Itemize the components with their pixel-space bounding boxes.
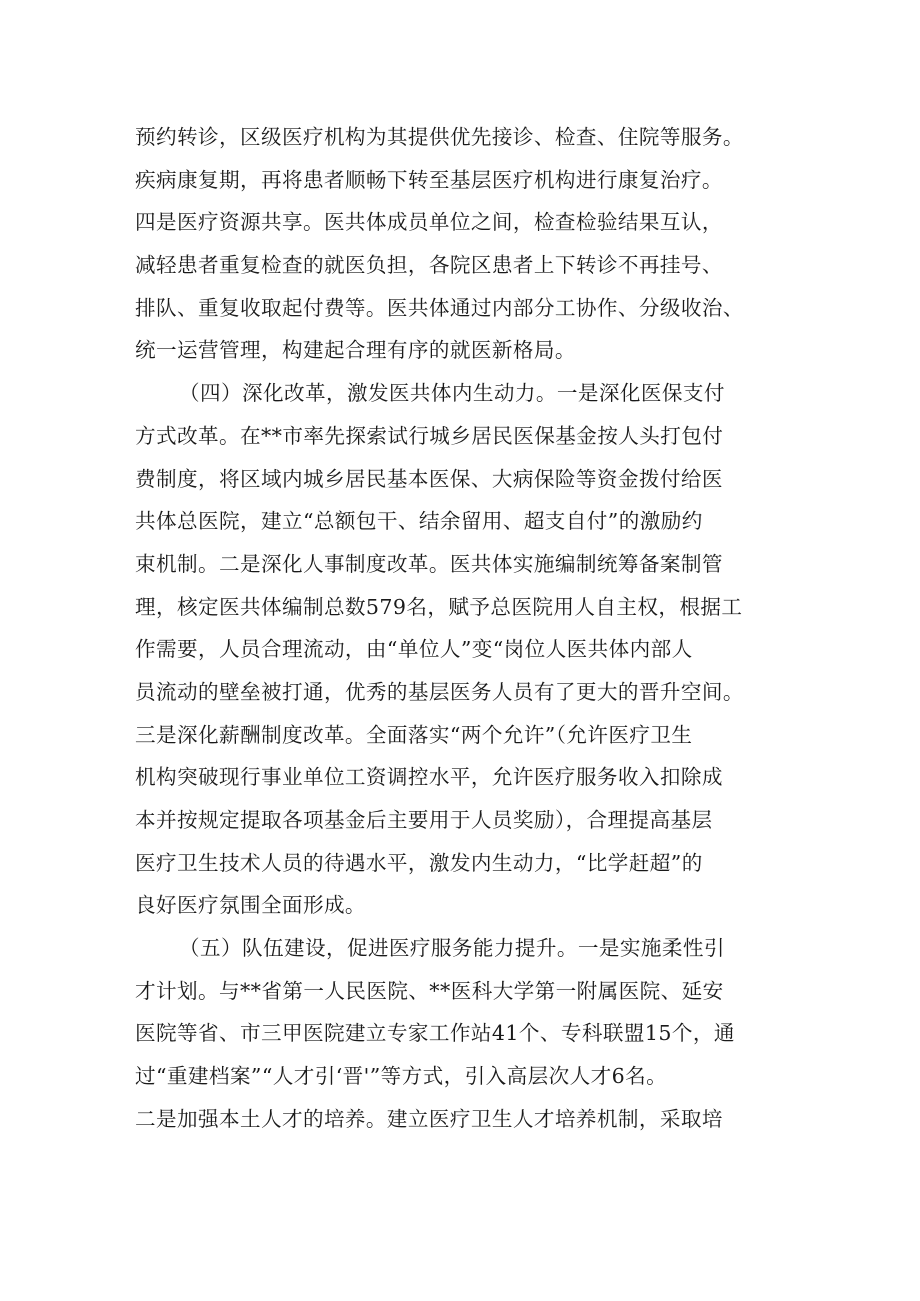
text-line: 本并按规定提取各项基金后主要用于人员奖励），合理提高基层 <box>135 808 713 832</box>
text-line: 才计划。与**省第一人民医院、**医科大学第一附属医院、延安 <box>135 978 724 1003</box>
text-line: 预约转诊，区级医疗机构为其提供优先接诊、检查、住院等服务。 <box>135 125 744 149</box>
text-line: 共体总医院，建立“总额包干、结余留用、超支自付”的激励约 <box>135 509 703 534</box>
text-line: 作需要，人员合理流动，由“单位人”变“岗位人医共体内部人 <box>135 637 693 662</box>
text-line: 医院等省、市三甲医院建立专家工作站41个、专科联盟15个，通 <box>135 1021 735 1046</box>
text-line: 三是深化薪酬制度改革。全面落实“两个允许”（允许医疗卫生 <box>135 722 693 747</box>
text-line: 束机制。二是深化人事制度改革。医共体实施编制统筹备案制管 <box>135 551 723 576</box>
section-heading-line: （四）深化改革，激发医共体内生动力。一是深化医保支付 <box>179 381 725 406</box>
body-text <box>135 116 795 1141</box>
text-line: 理，核定医共体编制总数579名，赋予总医院用人自主权，根据工 <box>135 594 743 619</box>
text-line: 机构突破现行事业单位工资调控水平，允许医疗服务收入扣除成 <box>135 765 723 790</box>
text-line: 统一运营管理，构建起合理有序的就医新格局。 <box>135 338 576 363</box>
text-line: 四是医疗资源共享。医共体成员单位之间，检查检验结果互认， <box>135 210 723 235</box>
text-line: 方式改革。在**市率先探索试行城乡居民医保基金按人头打包付 <box>135 423 724 448</box>
text-line: 医疗卫生技术人员的待遇水平，激发内生动力，“比学赶超”的 <box>135 850 703 875</box>
text-line: 过“重建档案”“人才引‘晋'”等方式，引入高层次人才6名。 <box>135 1064 668 1089</box>
text-line: 排队、重复收取起付费等。医共体通过内部分工协作、分级收治、 <box>135 295 744 320</box>
text-line: 疾病康复期，再将患者顺畅下转至基层医疗机构进行康复治疗。 <box>135 167 723 192</box>
section-heading-line: （五）队伍建设，促进医疗服务能力提升。一是实施柔性引 <box>179 936 725 961</box>
text-line: 费制度，将区域内城乡居民基本医保、大病保险等资金拨付给医 <box>135 466 723 491</box>
text-line: 良好医疗氛围全面形成。 <box>135 893 366 918</box>
text-line: 员流动的壁垒被打通，优秀的基层医务人员有了更大的晋升空间。 <box>135 679 744 704</box>
text-line: 二是加强本土人才的培养。建立医疗卫生人才培养机制，采取培 <box>135 1106 723 1131</box>
text-line: 减轻患者重复检查的就医负担，各院区患者上下转诊不再挂号、 <box>135 253 723 278</box>
